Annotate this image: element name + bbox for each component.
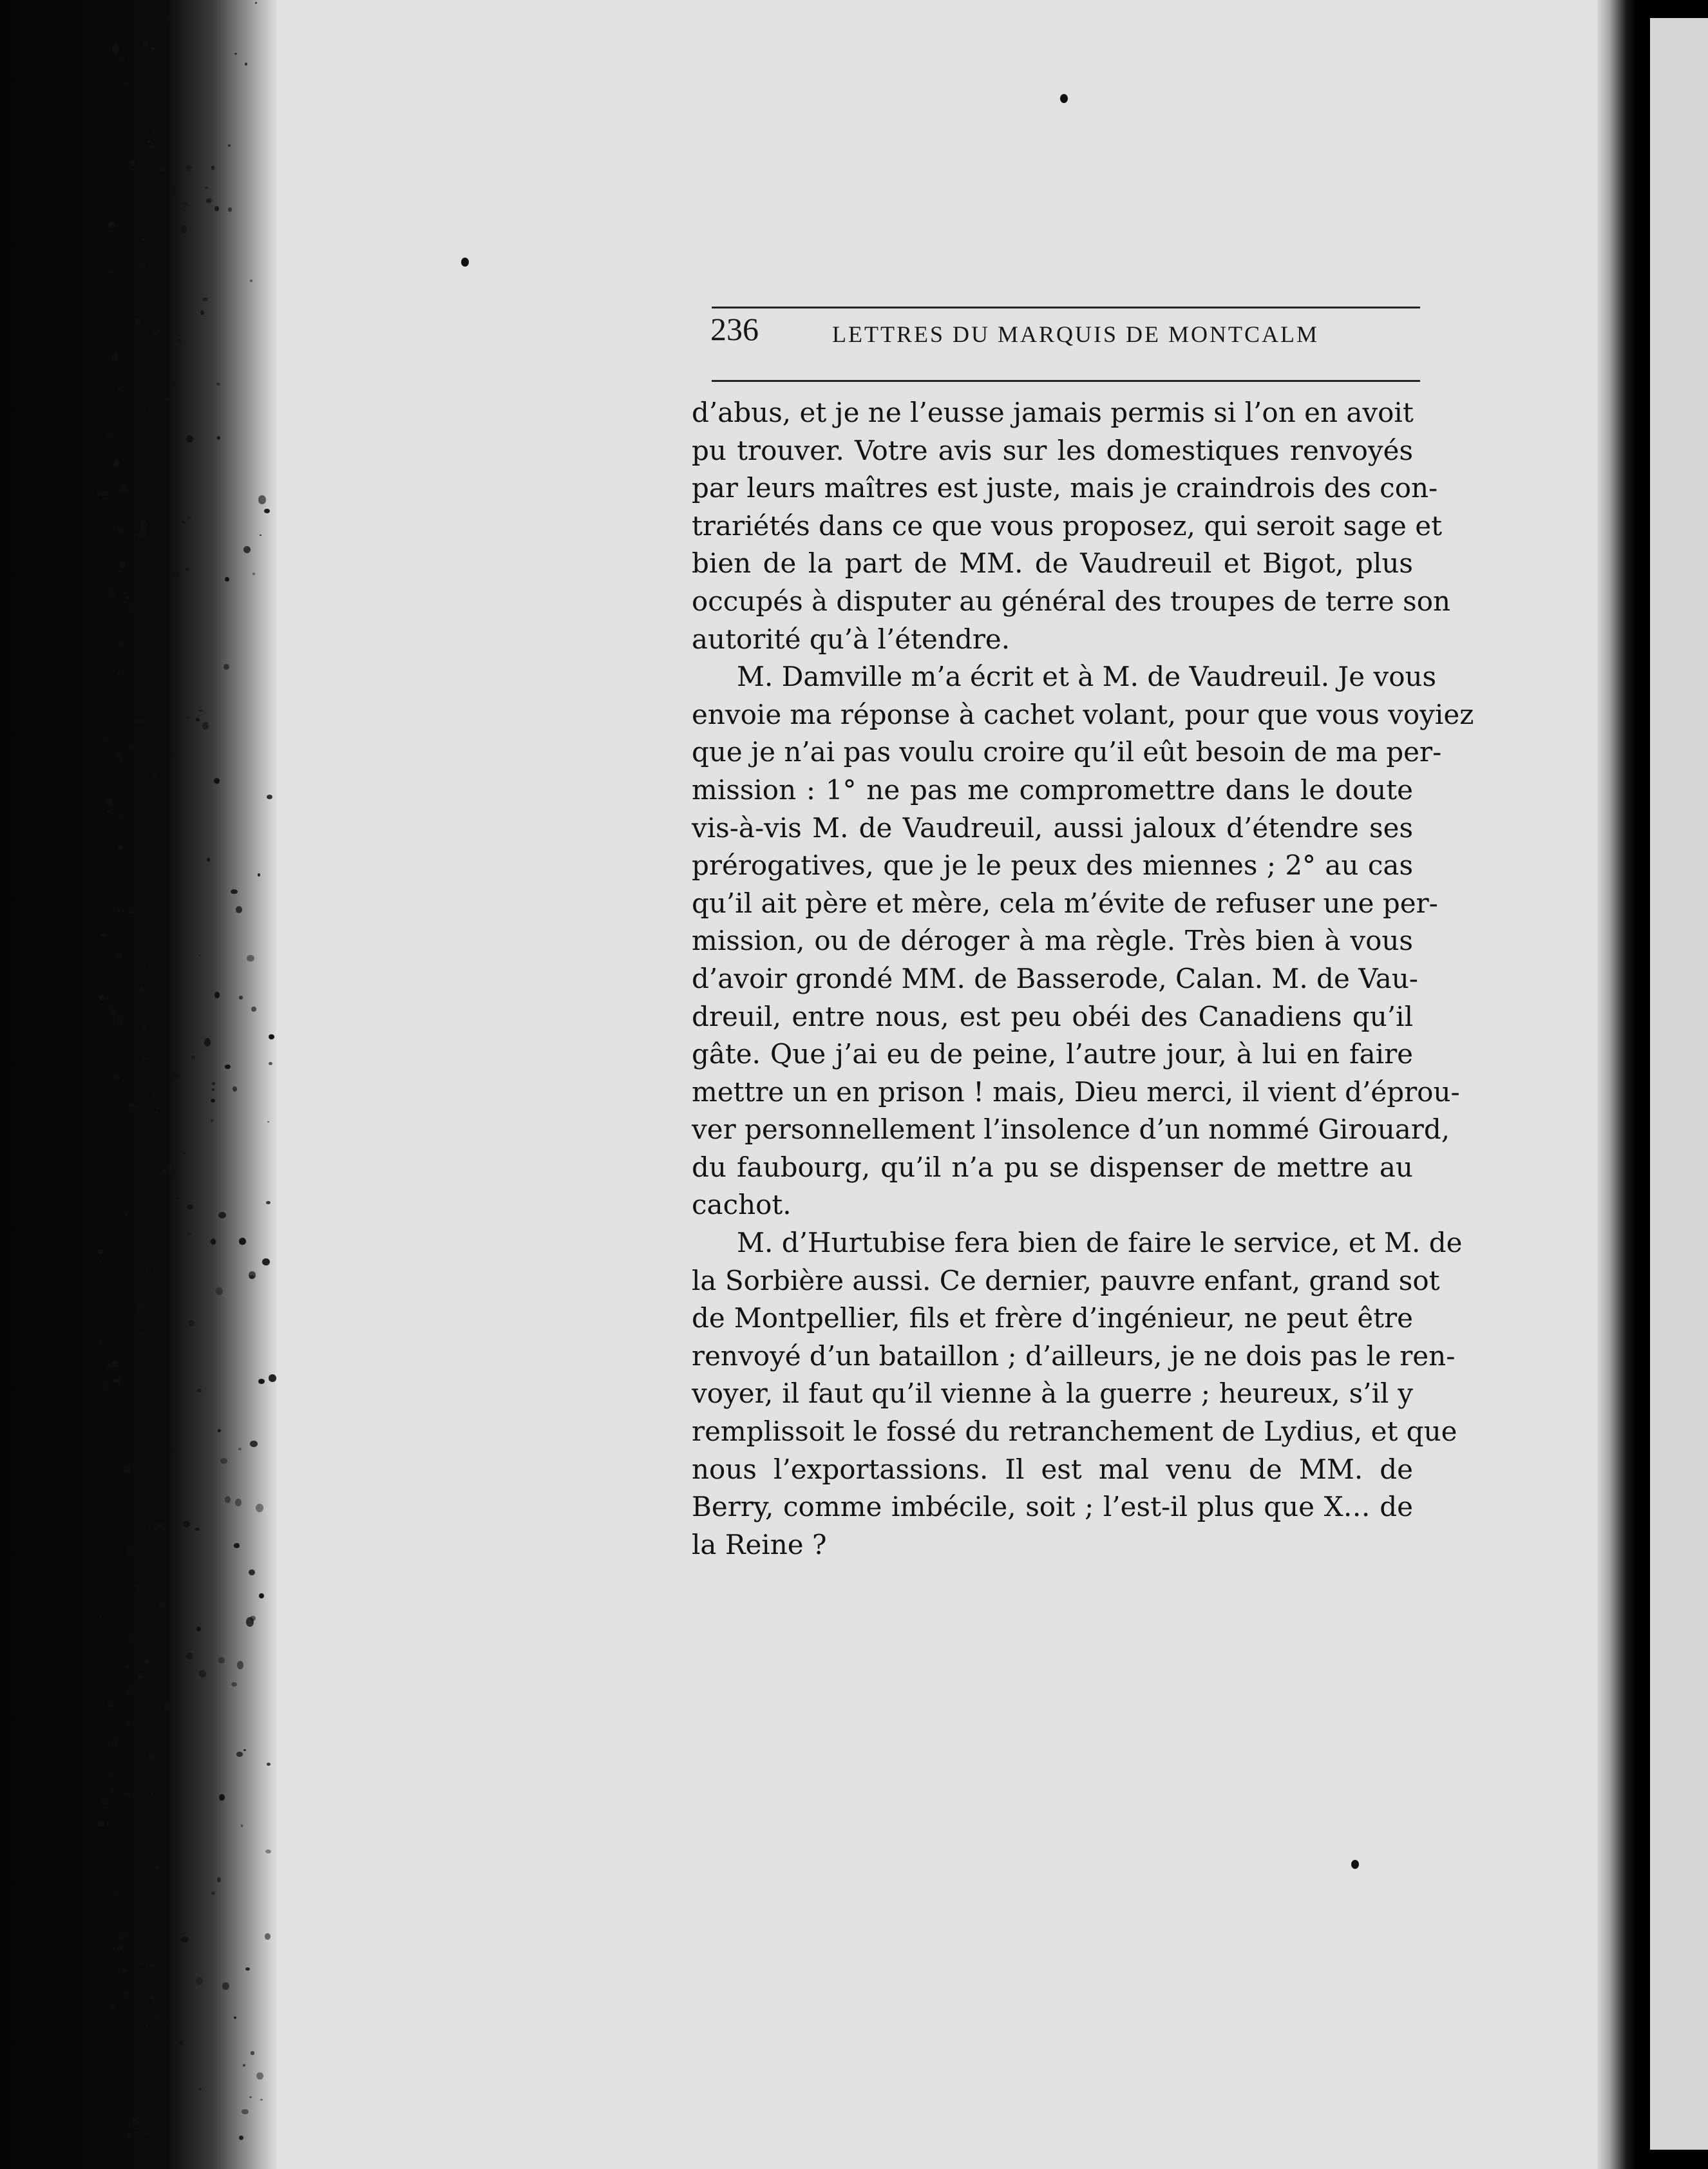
gutter-speck [139, 264, 145, 269]
gutter-speck [164, 2021, 167, 2026]
text-line: vis-à-vis M. de Vaudreuil, aussi jaloux d’étendre ses [692, 811, 1413, 844]
gutter-speck [174, 1189, 176, 1191]
gutter-speck [267, 1121, 269, 1122]
gutter-speck [251, 1007, 256, 1012]
gutter-speck [151, 47, 155, 50]
gutter-speck [205, 187, 207, 189]
gutter-speck [97, 1249, 103, 1254]
gutter-speck [255, 2, 257, 4]
header-rule-top [712, 307, 1420, 308]
gutter-speck [265, 1933, 270, 1940]
gutter-speck [223, 664, 229, 670]
gutter-speck [173, 1073, 180, 1079]
gutter-speck [163, 1702, 170, 1710]
gutter-speck [211, 1119, 213, 1122]
gutter-speck [228, 144, 231, 147]
gutter-speck [126, 1792, 131, 1795]
gutter-speck [155, 1111, 158, 1114]
gutter-speck [141, 1331, 144, 1335]
gutter-speck [108, 1007, 115, 1016]
gutter-speck [154, 332, 157, 336]
gutter-speck [211, 1099, 215, 1103]
gutter-speck [234, 2016, 236, 2018]
gutter-speck [99, 1615, 101, 1617]
gutter-speck [236, 906, 243, 913]
gutter-speck [144, 2132, 147, 2135]
scan-speck [1351, 1860, 1359, 1869]
gutter-speck [173, 571, 180, 578]
gutter-speck [153, 773, 158, 777]
gutter-speck [239, 2136, 243, 2140]
gutter-speck [269, 1034, 275, 1039]
gutter-speck [148, 1753, 155, 1760]
gutter-speck [214, 206, 219, 211]
gutter-speck [258, 495, 266, 504]
gutter-speck [260, 535, 261, 536]
gutter-speck [187, 1204, 193, 1209]
text-line: prérogatives, que je le peux des miennes ; 2° au cas [692, 849, 1413, 882]
gutter-speck [97, 492, 100, 496]
gutter-speck [187, 1232, 191, 1235]
gutter-speck [146, 233, 151, 240]
gutter-speck [250, 1616, 256, 1621]
gutter-speck [211, 1891, 215, 1895]
gutter-speck [117, 672, 120, 676]
text-line: autorité qu’à l’étendre. [692, 623, 1011, 655]
gutter-speck [217, 1877, 221, 1882]
gutter-speck [196, 718, 200, 722]
gutter-speck [112, 1360, 118, 1367]
gutter-speck [159, 167, 165, 172]
gutter-speck [140, 1026, 146, 1030]
text-line: trariétés dans ce que vous proposez, qui seroit sage et [692, 509, 1442, 542]
text-line: d’abus, et je ne l’eusse jamais permis si l’on en avoit [692, 397, 1414, 428]
gutter-speck [114, 1891, 119, 1895]
gutter-speck [199, 1670, 206, 1678]
gutter-speck [137, 1585, 141, 1588]
gutter-speck [234, 1543, 240, 1548]
gutter-speck [129, 658, 131, 660]
text-line: pu trouver. Votre avis sur les domestiques renvoyés [692, 434, 1413, 466]
text-line: Berry, comme imbécile, soit ; l’est-il plus que X… de [692, 1491, 1413, 1523]
text-line: la Sorbière aussi. Ce dernier, pauvre enfant, grand sot [692, 1264, 1440, 1296]
gutter-speck [186, 435, 193, 442]
gutter-speck [198, 954, 200, 956]
gutter-speck [185, 715, 189, 719]
gutter-speck [132, 2119, 138, 2126]
gutter-speck [204, 1038, 211, 1047]
text-line: bien de la part de MM. de Vaudreuil et Bigot, plus [692, 547, 1413, 580]
gutter-speck [170, 752, 174, 757]
gutter-speck [111, 1787, 113, 1791]
text-line: remplissoit le fossé du retranchement de Lydius, et que [692, 1416, 1457, 1448]
gutter-speck [258, 1379, 265, 1384]
gutter-speck [147, 1524, 151, 1528]
gutter-speck [225, 1496, 231, 1503]
gutter-speck [168, 186, 176, 195]
gutter-speck [135, 844, 138, 847]
gutter-speck [177, 339, 182, 343]
gutter-speck [117, 528, 121, 533]
gutter-speck [169, 1172, 177, 1177]
gutter-speck [122, 1969, 128, 1974]
scan-speck [461, 258, 469, 267]
gutter-speck [234, 53, 237, 55]
gutter-speck [202, 722, 208, 730]
gutter-speck [168, 1473, 171, 1475]
gutter-speck [106, 434, 111, 439]
gutter-speck [214, 778, 220, 784]
paragraph-3 [692, 1224, 1463, 1564]
gutter-speck [118, 844, 123, 849]
gutter-speck [113, 459, 119, 466]
gutter-speck [236, 1752, 242, 1757]
gutter-speck [186, 1653, 193, 1660]
gutter-speck [218, 1212, 226, 1218]
body-text [692, 394, 1474, 1564]
text-line: occupés à disputer au général des troupes de terre son [692, 585, 1451, 617]
gutter-speck [117, 910, 119, 912]
paragraph-1 [692, 394, 1451, 658]
gutter-speck [107, 1700, 115, 1707]
gutter-speck [157, 1523, 163, 1528]
gutter-speck [183, 1152, 185, 1154]
gutter-speck [120, 562, 126, 568]
gutter-speck [136, 718, 142, 724]
gutter-speck [238, 1448, 241, 1450]
gutter-speck [119, 813, 124, 819]
gutter-speck [199, 710, 202, 712]
gutter-speck [140, 987, 145, 993]
gutter-speck [121, 57, 124, 61]
gutter-speck [164, 15, 171, 22]
gutter-speck [266, 1201, 270, 1204]
gutter-speck [108, 1364, 111, 1368]
gutter-speck [264, 509, 270, 513]
gutter-speck [123, 1103, 126, 1105]
gutter-speck [156, 1866, 160, 1870]
gutter-speck [181, 225, 187, 233]
gutter-speck [99, 1261, 101, 1264]
adjacent-page-sliver [1650, 18, 1708, 2150]
gutter-speck [256, 2072, 263, 2080]
gutter-speck [176, 1197, 178, 1200]
text-line: dreuil, entre nous, est peu obéi des Canadiens qu’il [692, 1000, 1413, 1032]
gutter-speck [158, 177, 165, 183]
gutter-speck [126, 596, 128, 599]
gutter-speck [196, 1977, 203, 1985]
gutter-speck [148, 1725, 151, 1728]
text-line: gâte. Que j’ai eu de peine, l’autre jour, à lui en faire [692, 1038, 1413, 1070]
gutter-speck [231, 1682, 238, 1687]
gutter-speck [251, 2051, 254, 2054]
gutter-speck [138, 1673, 144, 1680]
gutter-speck [144, 407, 146, 410]
gutter-speck [172, 1451, 175, 1453]
gutter-speck [171, 1906, 174, 1909]
gutter-speck [175, 1569, 179, 1571]
gutter-speck [197, 1388, 202, 1392]
gutter-speck [100, 491, 108, 496]
gutter-speck [149, 1964, 153, 1968]
gutter-speck [219, 1794, 224, 1801]
gutter-speck [181, 1937, 189, 1942]
gutter-speck [269, 1062, 272, 1065]
gutter-speck [250, 1441, 258, 1447]
gutter-speck [265, 1850, 271, 1854]
gutter-speck [252, 573, 255, 576]
gutter-speck [269, 1374, 276, 1382]
gutter-speck [256, 1504, 263, 1513]
gutter-speck [225, 577, 229, 582]
gutter-speck [142, 1963, 145, 1966]
gutter-speck [249, 1569, 254, 1575]
gutter-speck [116, 710, 119, 713]
gutter-speck [249, 1271, 256, 1279]
gutter-speck [169, 643, 173, 645]
page-edge-shadow [1597, 0, 1636, 2169]
gutter-speck [232, 1086, 237, 1092]
gutter-speck [187, 516, 191, 520]
gutter-speck [188, 1320, 195, 1327]
text-line: d’avoir grondé MM. de Basserode, Calan. M. de Vau- [692, 962, 1418, 994]
text-line: renvoyé d’un bataillon ; d’ailleurs, je ne dois pas le ren- [692, 1340, 1456, 1372]
gutter-speck [147, 139, 151, 143]
header-rule-bottom [712, 380, 1420, 382]
gutter-speck [149, 144, 155, 149]
gutter-speck [258, 873, 260, 876]
gutter-speck [145, 1267, 151, 1274]
gutter-speck [151, 1793, 153, 1795]
paragraph-2 [692, 658, 1474, 1224]
gutter-speck [126, 1687, 133, 1692]
text-line: mission, ou de déroger à ma règle. Très bien à vous [692, 925, 1413, 957]
gutter-speck [222, 1982, 229, 1990]
gutter-speck [182, 202, 187, 207]
gutter-speck [145, 2025, 148, 2027]
text-line: voyer, il faut qu’il vienne à la guerre ; heureux, s’il y [692, 1378, 1413, 1410]
gutter-speck [191, 1056, 195, 1059]
gutter-speck [126, 1722, 130, 1727]
text-line: mission : 1° ne pas me compromettre dans le doute [692, 773, 1413, 806]
gutter-speck [247, 955, 254, 962]
gutter-speck [148, 444, 155, 450]
gutter-speck [167, 1164, 174, 1172]
gutter-speck [151, 1996, 155, 2000]
gutter-speck [182, 521, 184, 524]
gutter-speck [120, 484, 127, 491]
gutter-speck [206, 198, 211, 204]
gutter-speck [220, 1458, 227, 1464]
text-line: qu’il ait père et mère, cela m’évite de refuser une per- [692, 887, 1438, 919]
text-line: la Reine ? [692, 1528, 827, 1560]
text-line: mettre un en prison ! mais, Dieu merci, il vient d’éprou- [692, 1075, 1460, 1108]
gutter-speck [108, 590, 114, 596]
gutter-speck [103, 1383, 109, 1390]
gutter-speck [250, 279, 253, 281]
gutter-speck [228, 207, 232, 212]
text-line: envoie ma réponse à cachet volant, pour que vous voyiez [692, 698, 1474, 730]
gutter-speck [155, 2013, 160, 2018]
gutter-speck [130, 160, 135, 166]
gutter-speck [243, 546, 251, 553]
gutter-speck [212, 1088, 214, 1091]
text-line: M. Damville m’a écrit et à M. de Vaudreuil. Je vous [737, 661, 1437, 693]
gutter-speck [158, 1601, 166, 1609]
gutter-speck [218, 1657, 225, 1663]
gutter-speck [185, 165, 192, 171]
gutter-speck [135, 317, 141, 325]
gutter-speck [239, 1238, 246, 1245]
gutter-speck [267, 795, 272, 799]
text-line: du faubourg, qu’il n’a pu se dispenser de mettre au [692, 1151, 1413, 1183]
gutter-speck [111, 2004, 115, 2008]
gutter-speck [217, 436, 220, 440]
gutter-speck [97, 1341, 102, 1345]
gutter-speck [242, 2109, 249, 2114]
text-line: M. d’Hurtubise fera bien de faire le service, et M. de [737, 1227, 1463, 1259]
gutter-speck [142, 238, 145, 241]
gutter-speck [129, 1103, 136, 1109]
gutter-speck [235, 1499, 242, 1506]
gutter-speck [130, 606, 134, 611]
gutter-speck [117, 952, 122, 958]
gutter-speck [97, 1821, 104, 1827]
gutter-speck [214, 992, 219, 998]
text-line: que je n’ai pas voulu croire qu’il eût besoin de ma per- [692, 736, 1442, 768]
gutter-speck [200, 310, 204, 315]
scan-speck [1060, 94, 1068, 103]
gutter-speck [126, 1666, 129, 1668]
gutter-speck [237, 1661, 244, 1669]
gutter-speck [108, 1775, 113, 1779]
gutter-speck [124, 1464, 131, 1473]
gutter-speck [100, 735, 107, 741]
gutter-speck [218, 1429, 220, 1432]
gutter-speck [260, 2099, 263, 2101]
gutter-speck [124, 1213, 128, 1217]
gutter-speck [117, 1016, 123, 1024]
gutter-speck [239, 996, 243, 999]
gutter-speck [126, 2133, 132, 2138]
gutter-speck [202, 298, 207, 301]
gutter-speck [138, 1305, 145, 1312]
gutter-speck [129, 907, 134, 913]
gutter-speck [216, 383, 220, 386]
gutter-speck [267, 1763, 270, 1766]
gutter-speck [196, 1627, 200, 1631]
gutter-speck [107, 810, 111, 812]
gutter-speck [108, 222, 115, 228]
gutter-speck [144, 1659, 150, 1664]
gutter-speck [243, 1749, 246, 1751]
gutter-speck [142, 41, 148, 47]
gutter-speck [148, 1710, 152, 1714]
gutter-speck [161, 1248, 163, 1250]
gutter-speck [225, 1065, 231, 1069]
gutter-speck [231, 889, 237, 894]
gutter-speck [115, 1074, 120, 1080]
text-line: ver personnellement l’insolence d’un nommé Girouard, [692, 1113, 1450, 1146]
gutter-speck [151, 131, 154, 133]
gutter-speck [124, 1991, 128, 1995]
gutter-speck [126, 81, 129, 85]
gutter-speck [183, 1520, 190, 1527]
gutter-speck [117, 1946, 122, 1950]
gutter-speck [212, 1082, 215, 1086]
gutter-speck [211, 1238, 216, 1245]
gutter-speck [128, 744, 132, 750]
gutter-speck [195, 1528, 199, 1531]
text-line: nous l’exportassions. Il est mal venu de MM. de [692, 1453, 1413, 1485]
gutter-speck [199, 2088, 202, 2091]
gutter-speck [153, 1093, 155, 1094]
gutter-speck [245, 62, 247, 66]
gutter-speck [112, 45, 119, 53]
gutter-speck [113, 1378, 121, 1383]
gutter-speck [106, 799, 113, 806]
gutter-speck [157, 39, 160, 43]
gutter-speck [141, 963, 146, 967]
gutter-speck [120, 757, 123, 761]
gutter-speck [259, 1593, 264, 1598]
text-line: par leurs maîtres est juste, mais je craindrois des con- [692, 472, 1438, 504]
gutter-speck [99, 995, 104, 1001]
gutter-speck [111, 750, 115, 754]
page-number: 236 [710, 311, 759, 347]
gutter-speck [111, 1738, 118, 1747]
gutter-speck [169, 267, 174, 272]
text-line: de Montpellier, fils et frère d’ingénieur, ne peut être [692, 1302, 1413, 1334]
gutter-speck [100, 395, 106, 399]
gutter-speck [129, 1633, 135, 1640]
gutter-speck [140, 520, 147, 529]
gutter-speck [173, 383, 176, 387]
gutter-speck [185, 568, 188, 571]
gutter-speck [211, 166, 215, 169]
gutter-speck [159, 542, 163, 545]
gutter-speck [249, 2096, 252, 2098]
gutter-speck [135, 2131, 138, 2135]
gutter-speck [164, 398, 169, 402]
text-line: cachot. [692, 1189, 792, 1221]
gutter-speck [245, 1967, 250, 1971]
gutter-speck [216, 1287, 223, 1295]
gutter-speck [120, 1933, 126, 1939]
gutter-speck [207, 858, 210, 862]
running-title: LETTRES DU MARQUIS DE MONTCALM [832, 321, 1319, 347]
gutter-speck [102, 933, 106, 936]
gutter-speck [117, 388, 121, 390]
gutter-speck [121, 643, 125, 645]
book-binding-gutter [0, 0, 277, 2169]
gutter-speck [100, 1799, 108, 1805]
gutter-speck [241, 1824, 243, 1826]
gutter-speck [100, 1918, 104, 1922]
gutter-speck [127, 1548, 133, 1554]
gutter-speck [137, 533, 143, 539]
gutter-speck [162, 1996, 165, 1998]
gutter-speck [178, 2040, 183, 2045]
gutter-speck [108, 270, 111, 274]
gutter-speck [262, 1258, 270, 1265]
gutter-speck [243, 2064, 245, 2067]
gutter-speck [111, 353, 119, 361]
